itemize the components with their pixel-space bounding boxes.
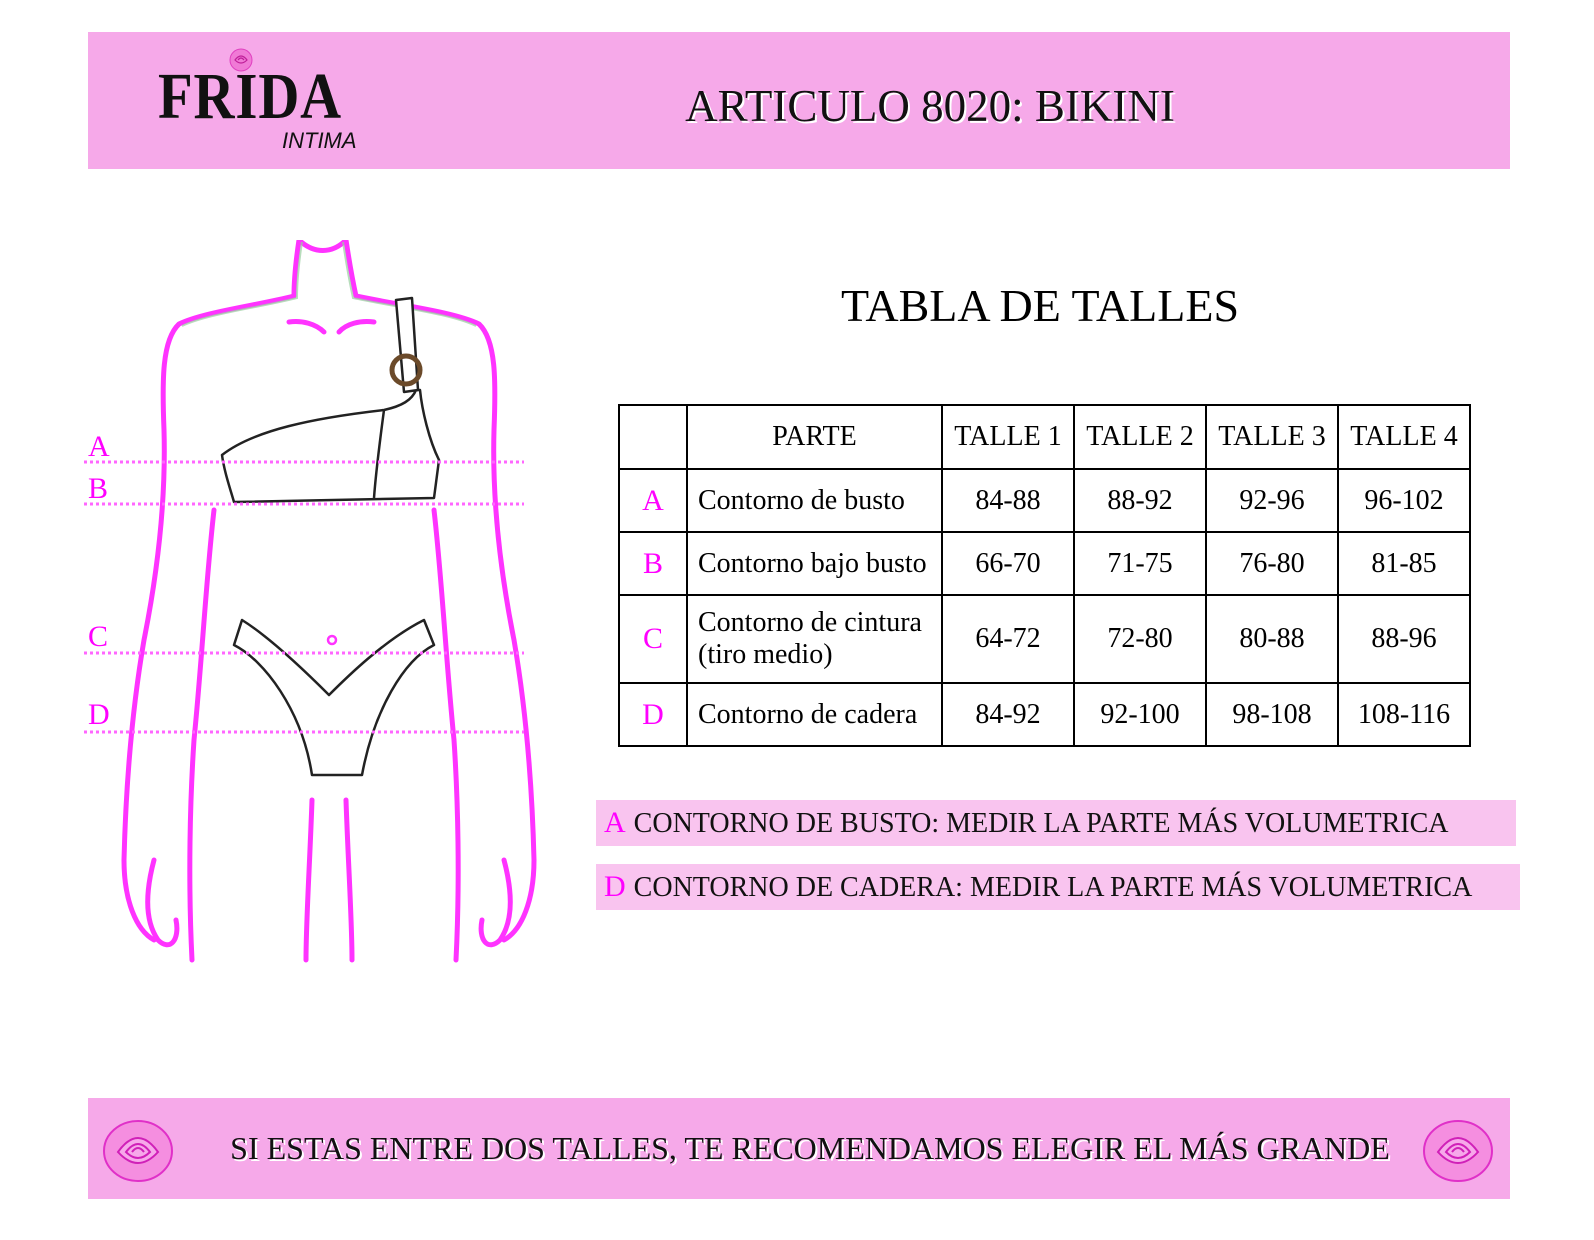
size-table [618,404,1471,747]
table-row [619,595,1470,683]
figure-label-a: A [88,430,110,463]
row-size: 84-92 [942,683,1074,746]
table-header-cell [619,405,687,469]
footer-text: SI ESTAS ENTRE DOS TALLES, TE RECOMENDAMOS ELEGIR EL MÁS GRANDE [230,1130,1390,1166]
figure-label-d: D [88,698,110,731]
row-size: 84-88 [942,469,1074,532]
brand-subtitle: INTIMA [282,128,357,153]
note-text: CONTORNO DE BUSTO: MEDIR LA PARTE MÁS VOLUMETRICA [633,808,1449,839]
table-header-cell: TALLE 2 [1074,405,1206,469]
row-letter: C [619,595,687,683]
row-size: 88-96 [1338,595,1470,683]
table-header-cell: TALLE 4 [1338,405,1470,469]
row-part: Contorno de cintura (tiro medio) [687,595,942,683]
table-header-cell: TALLE 3 [1206,405,1338,469]
row-size: 88-92 [1074,469,1206,532]
row-part: Contorno de cadera [687,683,942,746]
row-size: 66-70 [942,532,1074,595]
row-size: 98-108 [1206,683,1338,746]
brand-logo [158,44,378,154]
row-size: 80-88 [1206,595,1338,683]
brand-name: FRIDA [158,60,343,133]
figure-label-b: B [88,472,109,505]
table-header-cell: TALLE 1 [942,405,1074,469]
note-letter: A [604,806,626,839]
row-size: 81-85 [1338,532,1470,595]
row-part: Contorno bajo busto [687,532,942,595]
figure-label-c: C [88,620,109,653]
table-header-row [619,405,1470,469]
row-size: 76-80 [1206,532,1338,595]
row-size: 72-80 [1074,595,1206,683]
size-table-title: TABLA DE TALLES [840,280,1240,331]
note-hip [596,864,1520,910]
row-size: 108-116 [1338,683,1470,746]
row-size: 71-75 [1074,532,1206,595]
row-size: 96-102 [1338,469,1470,532]
row-letter: B [619,532,687,595]
table-row [619,683,1470,746]
rose-icon [100,1116,176,1186]
note-text: CONTORNO DE CADERA: MEDIR LA PARTE MÁS VOLUMETRICA [633,872,1473,903]
article-title: ARTICULO 8020: BIKINI [685,81,1175,131]
rose-icon [1420,1116,1496,1186]
row-letter: A [619,469,687,532]
body-figure-illustration [84,240,544,980]
note-letter: D [604,870,626,903]
row-letter: D [619,683,687,746]
table-row [619,469,1470,532]
row-size: 92-100 [1074,683,1206,746]
row-size: 92-96 [1206,469,1338,532]
table-row [619,532,1470,595]
table-header-cell: PARTE [687,405,942,469]
row-part: Contorno de busto [687,469,942,532]
note-bust [596,800,1516,846]
row-size: 64-72 [942,595,1074,683]
